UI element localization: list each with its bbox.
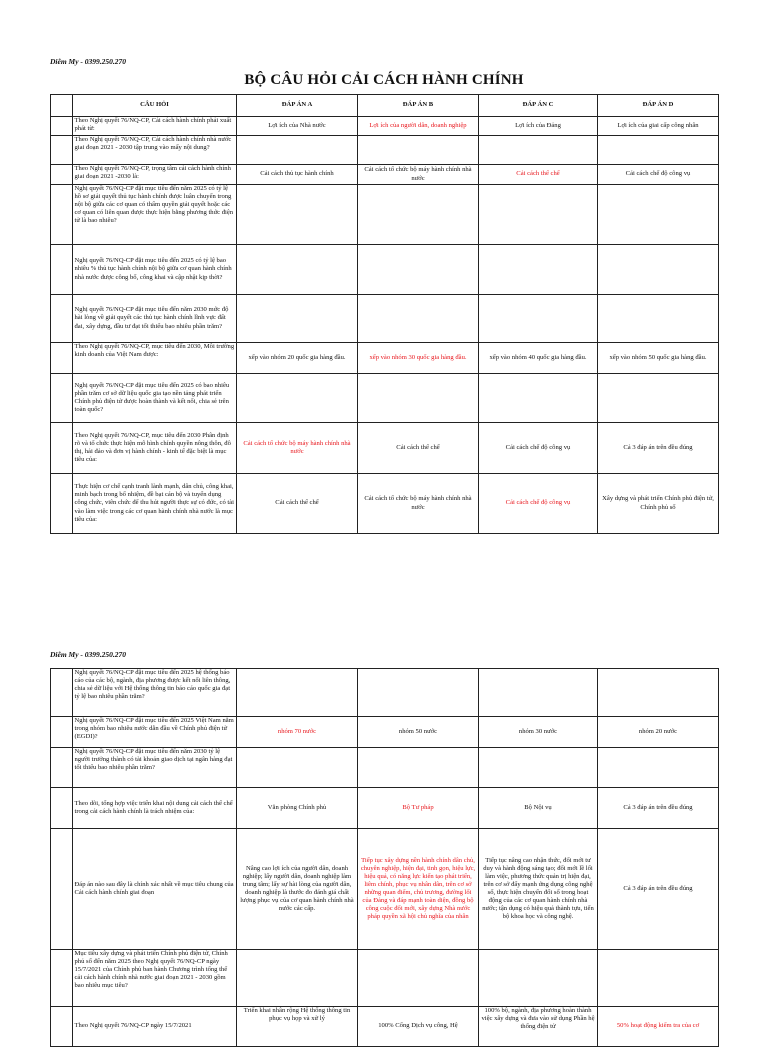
answer-d: 50% hoạt động kiểm tra của cơ: [598, 1007, 719, 1047]
table-row: [51, 295, 719, 343]
answer-c: [479, 748, 598, 788]
answer-d: Cả 3 đáp án trên đều đúng: [598, 788, 719, 829]
table-row: [51, 669, 719, 717]
answer-b: [358, 669, 479, 717]
question-text: Nghị quyết 76/NQ-CP đặt mục tiêu đến 2025 Việt Nam nằm trong nhóm bao nhiêu nước dẫn đầu về Chính phủ điện tử (EGDI)?: [73, 717, 237, 748]
question-text: Nghị quyết 76/NQ-CP đặt mục tiêu đến 2025 hệ thống báo cáo của các bộ, ngành, địa phương được kết nối liên thông, chia sẻ dữ liệu với Hệ thống thông tin báo cáo quốc gia đạt tỷ lệ bao nhiêu phần trăm?: [73, 669, 237, 717]
table-header-row: [51, 95, 719, 117]
table-row: [51, 117, 719, 136]
answer-a: Văn phòng Chính phủ: [237, 788, 358, 829]
table-row: [51, 185, 719, 245]
question-text: Theo Nghị quyết 76/NQ-CP, mục tiêu đến 2030, Môi trường kinh doanh của Việt Nam được:: [73, 343, 237, 374]
answer-b: Cải cách tổ chức bộ máy hành chính nhà nước: [358, 165, 479, 185]
table-row: [51, 474, 719, 534]
answer-d: [598, 185, 719, 245]
answer-b: [358, 295, 479, 343]
answer-d: Cải cách chế độ công vụ: [598, 165, 719, 185]
table-row: [51, 165, 719, 185]
answer-d: xếp vào nhóm 50 quốc gia hàng đầu.: [598, 343, 719, 374]
page-header-contact: Diễm My - 0399.250.270: [50, 650, 127, 659]
answer-b: Cải cách thể chế: [358, 423, 479, 474]
question-text: Thực hiện cơ chế cạnh tranh lành mạnh, dân chủ, công khai, minh bạch trong bổ nhiệm, đề bạt cán bộ và tuyển dụng công chức, viên chức để thu hút người thực sự có đức, có tài vào làm việc trong các cơ quan hành chính nhà nước là mục tiêu của:: [73, 474, 237, 534]
question-text: Mục tiêu xây dựng và phát triển Chính phủ điện tử, Chính phủ số đến năm 2025 theo Nghị quyết 76/NQ-CP ngày 15/7/2021 của Chính phủ ban hành Chương trình tổng thể cải cách hành chính nhà nước giai đoạn 2021 - 2030 gồm bao nhiêu mục tiêu?: [73, 950, 237, 1007]
table-row: [51, 748, 719, 788]
answer-c: Cải cách chế độ công vụ: [479, 423, 598, 474]
table-row: [51, 788, 719, 829]
question-text: Đáp án nào sau đây là chính xác nhất về mục tiêu chung của Cải cách hành chính giai đoạn: [73, 829, 237, 950]
answer-a: Cải cách thể chế: [237, 474, 358, 534]
table-row: [51, 423, 719, 474]
question-table-page-1: [50, 94, 719, 534]
question-text: Nghị quyết 76/NQ-CP đặt mục tiêu đến 2025 có bao nhiêu phần trăm cơ sở dữ liệu quốc gia tạo nền tảng phát triển Chính phủ điện tử được hoàn thành và kết nối, chia sẻ trên toàn quốc?: [73, 374, 237, 423]
answer-c: [479, 950, 598, 1007]
table-row: [51, 374, 719, 423]
answer-a: [237, 374, 358, 423]
answer-b: xếp vào nhóm 30 quốc gia hàng đầu.: [358, 343, 479, 374]
answer-a: [237, 136, 358, 165]
answer-b: [358, 245, 479, 295]
question-text: Theo Nghị quyết 76/NQ-CP, Cải cách hành chính phải xuất phát từ:: [73, 117, 237, 136]
answer-d: [598, 245, 719, 295]
header-question: CÂU HỎI: [73, 95, 237, 117]
answer-c: xếp vào nhóm 40 quốc gia hàng đầu.: [479, 343, 598, 374]
table-row: [51, 1007, 719, 1047]
header-answer-c: ĐÁP ÁN C: [479, 95, 598, 117]
answer-b: 100% Cổng Dịch vụ công, Hệ: [358, 1007, 479, 1047]
answer-b: Cải cách tổ chức bộ máy hành chính nhà nước: [358, 474, 479, 534]
answer-a: [237, 295, 358, 343]
answer-c: [479, 295, 598, 343]
header-empty-cell: [51, 95, 73, 117]
table-row: [51, 136, 719, 165]
question-text: Nghị quyết 76/NQ-CP đặt mục tiêu đến năm 2025 có tỷ lệ hồ sơ giải quyết thủ tục hành chính được luân chuyển trong nội bộ giữa các cơ quan có thẩm quyền giải quyết hoặc các cơ quan có liên quan được thực hiện bằng phương thức điện tử là bao nhiêu?: [73, 185, 237, 245]
page-header-contact: Diễm My - 0399.250.270: [50, 57, 127, 66]
answer-b: [358, 136, 479, 165]
answer-c: Cải cách thể chế: [479, 165, 598, 185]
answer-b: [358, 950, 479, 1007]
answer-b: [358, 748, 479, 788]
answer-a: Triển khai nhân rộng Hệ thống thông tin phục vụ họp và xử lý: [237, 1007, 358, 1047]
question-text: Theo dõi, tổng hợp việc triển khai nội dung cải cách thể chế trong cải cách hành chính là trách nhiệm của:: [73, 788, 237, 829]
question-text: Theo Nghị quyết 76/NQ-CP, Cải cách hành chính nhà nước giai đoạn 2021 - 2030 tập trung vào mấy nội dung?: [73, 136, 237, 165]
answer-d: Cả 3 đáp án trên đều đúng: [598, 423, 719, 474]
table-row: [51, 717, 719, 748]
answer-b: [358, 185, 479, 245]
answer-b: [358, 374, 479, 423]
answer-b: nhóm 50 nước: [358, 717, 479, 748]
question-text: Theo Nghị quyết 76/NQ-CP, trọng tâm cải cách hành chính giai đoạn 2021 -2030 là:: [73, 165, 237, 185]
answer-d: [598, 136, 719, 165]
header-answer-b: ĐÁP ÁN B: [358, 95, 479, 117]
answer-a: Lợi ích của Nhà nước: [237, 117, 358, 136]
question-text: Nghị quyết 76/NQ-CP đặt mục tiêu đến năm 2030 tỷ lệ người trưởng thành có tài khoản giao dịch tại ngân hàng đạt tối thiểu bao nhiêu phần trăm?: [73, 748, 237, 788]
answer-d: [598, 295, 719, 343]
answer-a: [237, 245, 358, 295]
question-table-page-2: [50, 668, 719, 1047]
header-answer-a: ĐÁP ÁN A: [237, 95, 358, 117]
answer-c: 100% bộ, ngành, địa phương hoàn thành việc xây dựng và đưa vào sử dụng Phần hệ thống điện tử: [479, 1007, 598, 1047]
header-answer-d: ĐÁP ÁN D: [598, 95, 719, 117]
answer-c: Tiếp tục nâng cao nhận thức, đổi mới tư duy và hành động sáng tạo; đổi mới lề lối làm việc, phương thức quản trị hiện đại, trên cơ sở đẩy mạnh ứng dụng công nghệ số, thực hiện chuyển đổi số trong hoạt động của các cơ quan hành chính nhà nước; tận dụng có hiệu quả thành tựu, tiến bộ khoa học và công nghệ.: [479, 829, 598, 950]
answer-d: [598, 748, 719, 788]
answer-d: Cả 3 đáp án trên đều đúng: [598, 829, 719, 950]
answer-a: nhóm 70 nước: [237, 717, 358, 748]
answer-a: [237, 748, 358, 788]
answer-c: [479, 185, 598, 245]
table-row: [51, 245, 719, 295]
answer-a: [237, 185, 358, 245]
answer-a: Nâng cao lợi ích của người dân, doanh nghiệp; lấy người dân, doanh nghiệp làm trung tâm; lấy sự hài lòng của người dân, doanh nghiệp là thước đo đánh giá chất lượng phục vụ của cơ quan hành chính nhà nước các cấp.: [237, 829, 358, 950]
answer-a: Cải cách thủ tục hành chính: [237, 165, 358, 185]
answer-b: Bộ Tư pháp: [358, 788, 479, 829]
table-row: [51, 829, 719, 950]
answer-d: Lợi ích của giai cấp công nhân: [598, 117, 719, 136]
answer-c: Bộ Nội vụ: [479, 788, 598, 829]
question-text: Theo Nghị quyết 76/NQ-CP, mục tiêu đến 2030 Phân định rõ và tổ chức thực hiện mô hình chính quyền nông thôn, đô thị, hải đảo và đơn vị hành chính - kinh tế đặc biệt là mục tiêu của:: [73, 423, 237, 474]
answer-a: xếp vào nhóm 20 quốc gia hàng đầu.: [237, 343, 358, 374]
answer-b: Lợi ích của người dân, doanh nghiệp: [358, 117, 479, 136]
answer-c: [479, 136, 598, 165]
answer-c: Cải cách chế độ công vụ: [479, 474, 598, 534]
question-text: Nghị quyết 76/NQ-CP đặt mục tiêu đến năm 2030 mức độ hài lòng về giải quyết các thủ tục hành chính lĩnh vực đất đai, xây dựng, đầu tư đạt tối thiểu bao nhiêu phần trăm?: [73, 295, 237, 343]
answer-c: nhóm 30 nước: [479, 717, 598, 748]
answer-d: Xây dựng và phát triển Chính phủ điện tử, Chính phủ số: [598, 474, 719, 534]
answer-a: [237, 669, 358, 717]
question-text: Theo Nghị quyết 76/NQ-CP ngày 15/7/2021: [73, 1007, 237, 1047]
answer-b: Tiếp tục xây dựng nền hành chính dân chủ, chuyên nghiệp, hiện đại, tinh gọn, hiệu lực, hiệu quả, có năng lực kiến tạo phát triển, liêm chính, phục vụ nhân dân, trên cơ sở những quan điểm, chủ trương, đường lối của Đảng và đáp mạnh toàn diện, đồng bộ công cuộc đổi mới, xây dựng Nhà nước pháp quyền xã hội chủ nghĩa của nhân: [358, 829, 479, 950]
answer-c: [479, 669, 598, 717]
table-row: [51, 950, 719, 1007]
answer-d: [598, 374, 719, 423]
answer-d: nhóm 20 nước: [598, 717, 719, 748]
table-row: [51, 343, 719, 374]
answer-c: Lợi ích của Đảng: [479, 117, 598, 136]
answer-c: [479, 245, 598, 295]
answer-a: Cải cách tổ chức bộ máy hành chính nhà nước: [237, 423, 358, 474]
answer-c: [479, 374, 598, 423]
page-title: BỘ CÂU HỎI CẢI CÁCH HÀNH CHÍNH: [244, 72, 524, 88]
answer-d: [598, 669, 719, 717]
answer-d: [598, 950, 719, 1007]
answer-a: [237, 950, 358, 1007]
question-text: Nghị quyết 76/NQ-CP đặt mục tiêu đến 2025 có tỷ lệ bao nhiêu % thủ tục hành chính nội bộ giữa cơ quan hành chính nhà nước được công bố, công khai và cập nhật kịp thời?: [73, 245, 237, 295]
